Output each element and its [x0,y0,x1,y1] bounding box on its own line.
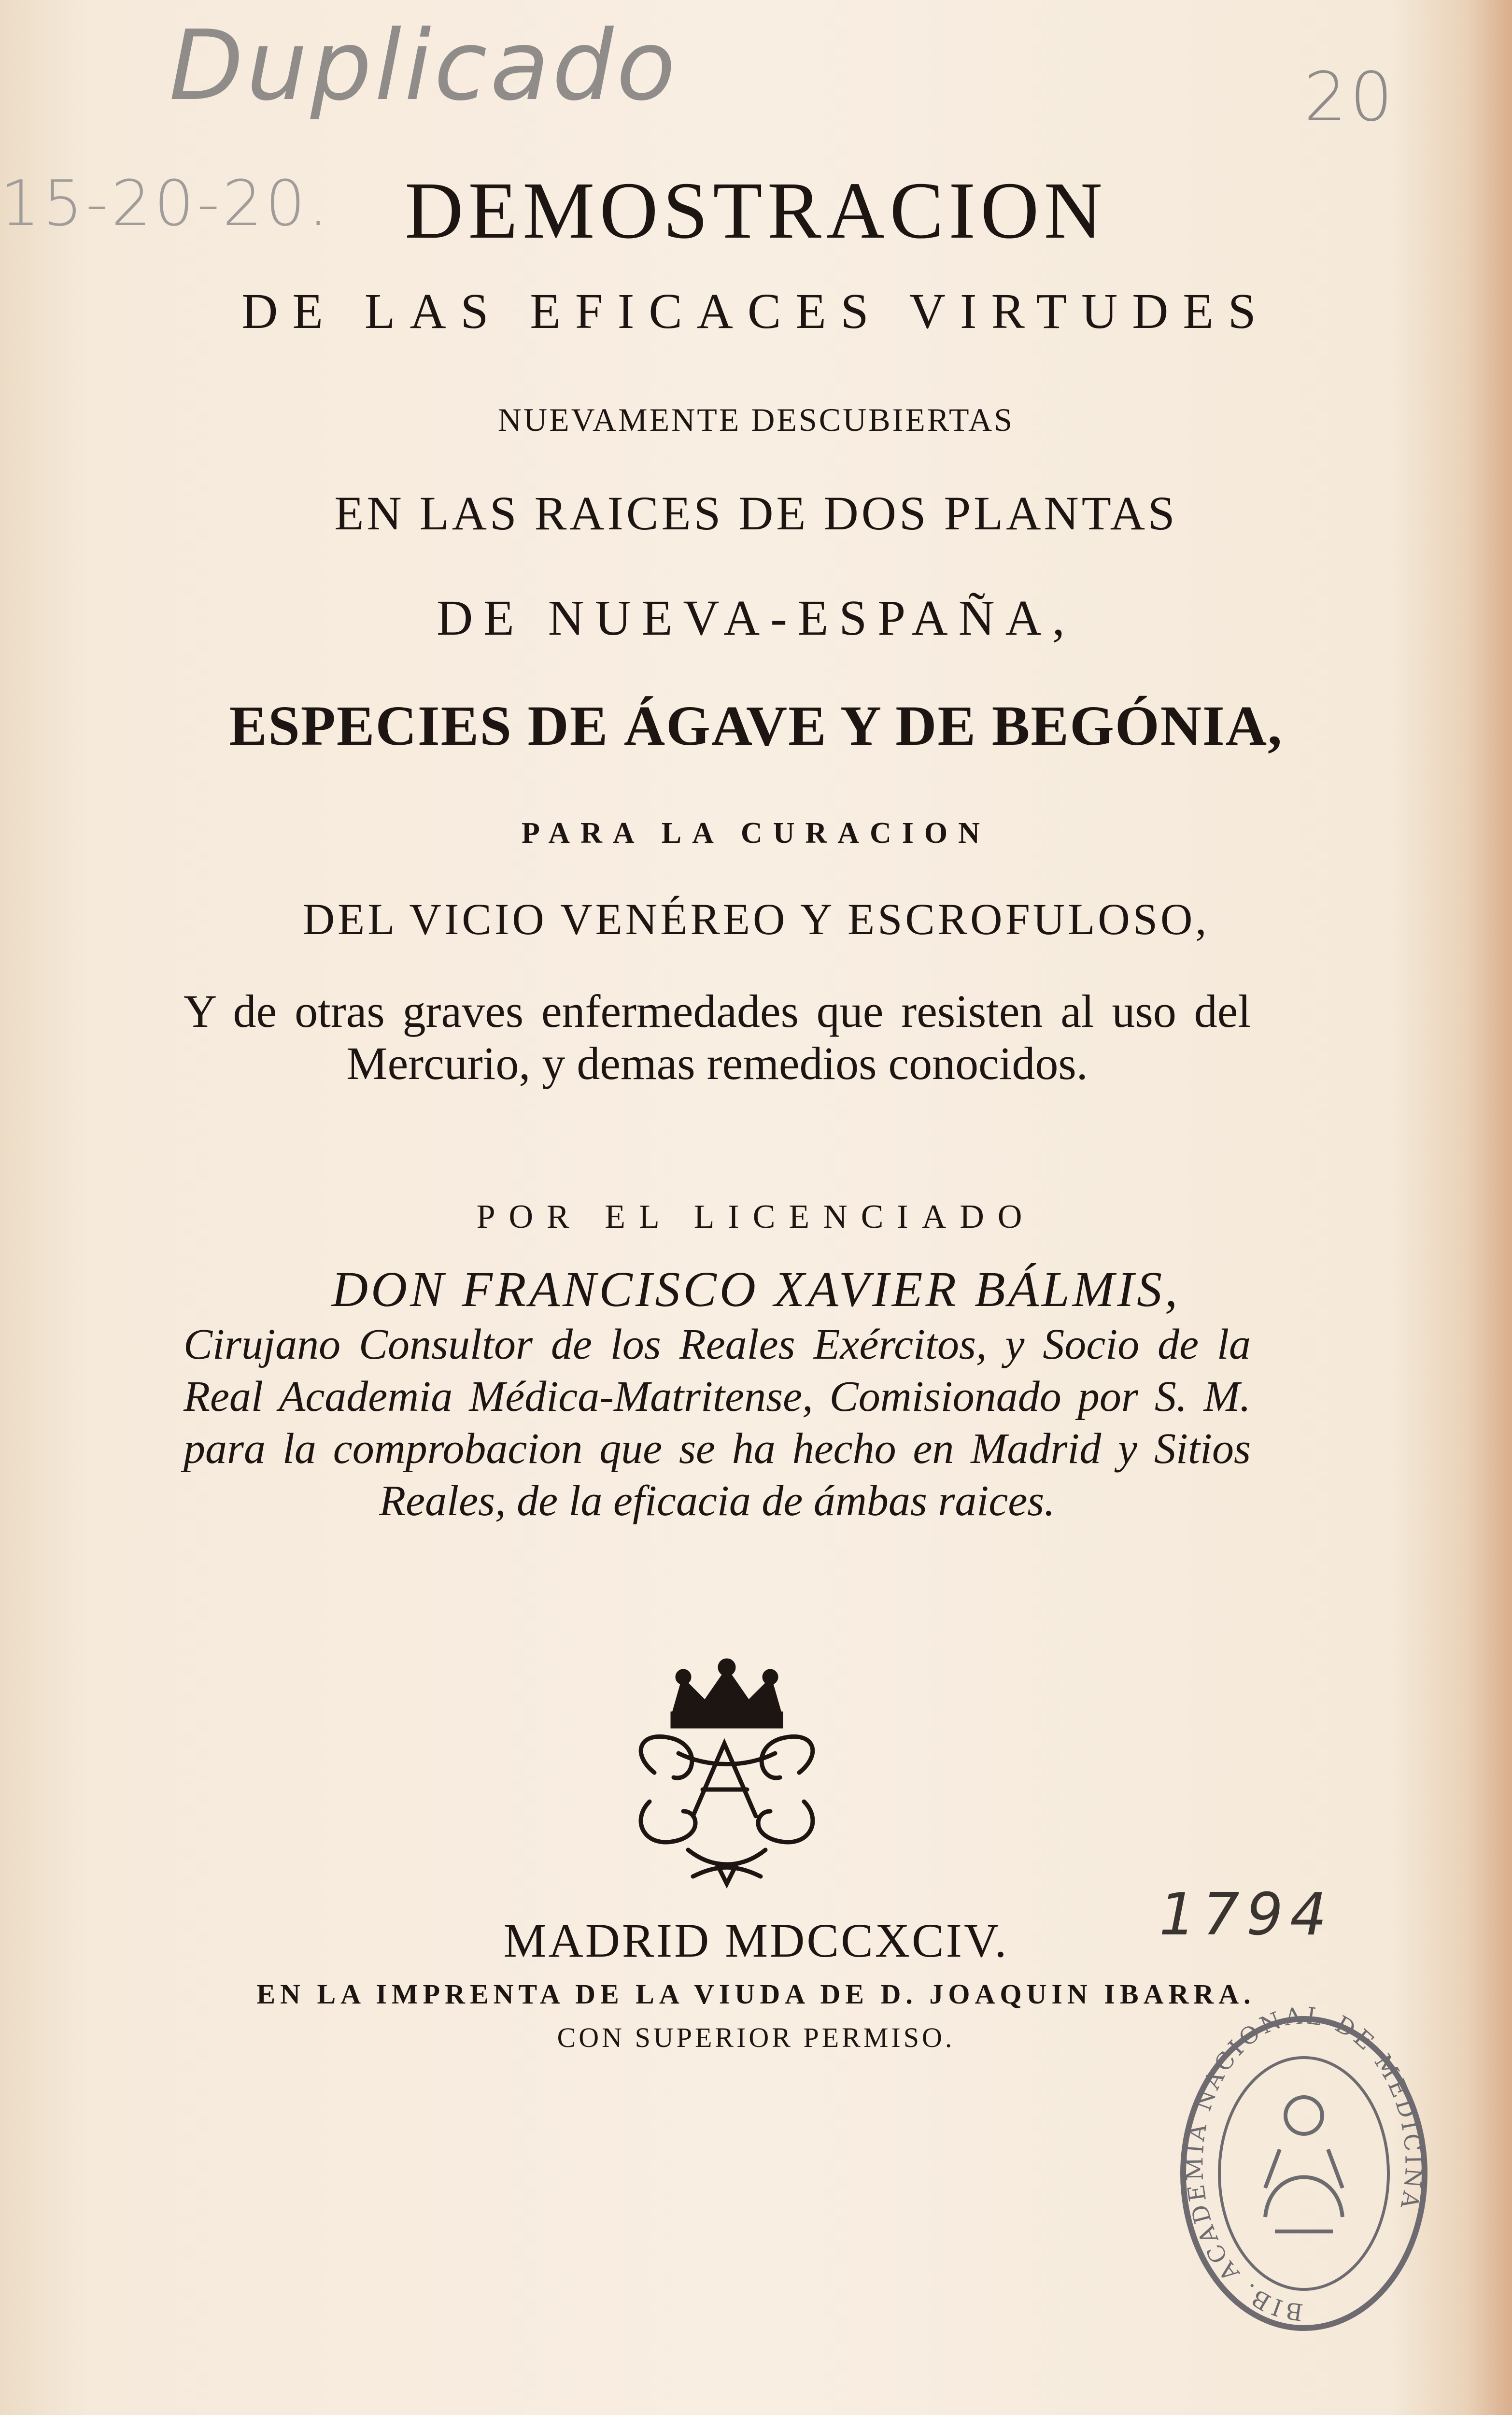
title-paragraph: Y de otras graves enfermedades que resisten al uso del Mercurio, y demas remedios conocidos. [184,985,1251,1089]
title-main: DEMOSTRACION [405,166,1107,256]
imprint-printer: EN LA IMPRENTA DE LA VIUDA DE D. JOAQUIN IBARRA. [256,1978,1256,2010]
imprint-permission: CON SUPERIOR PERMISO. [557,2022,955,2053]
title-line-virtudes: DE LAS EFICACES VIRTUDES [241,284,1271,339]
title-line-curacion: PARA LA CURACION [522,817,990,850]
title-line-raices: EN LAS RAICES DE DOS PLANTAS [334,486,1178,540]
crowned-monogram-ornament [621,1657,833,1889]
handwritten-shelf-code: 15-20-20. [0,167,331,240]
author-credits: Cirujano Consultor de los Reales Exércitos, y Socio de la Real Academia Médica-Matritense, Comisionado por S. M. para la comprobacion que se ha hecho en Madrid y Sitios Reales, de la eficacia de ámbas raices. [184,1321,1251,1525]
stamp-text: BIB. ACADEMIA NACIONAL DE MEDICINA [1181,2004,1427,2326]
title-line-vicio: DEL VICIO VENÉREO Y ESCROFULOSO, [302,895,1210,944]
library-stamp [1169,2004,1439,2343]
handwritten-year: 1794 [1159,1881,1334,1948]
author-intro: POR EL LICENCIADO [476,1198,1036,1236]
handwritten-duplicado: Duplicado [169,10,678,122]
title-line-especies: ESPECIES DE ÁGAVE Y DE BEGÓNIA, [229,694,1283,757]
author-name: DON FRANCISCO XAVIER BÁLMIS, [331,1262,1181,1317]
imprint-place-year: MADRID MDCCXCIV. [503,1914,1009,1967]
handwritten-folio-number: 20 [1304,58,1396,137]
title-line-nueva-espana: DE NUEVA-ESPAÑA, [437,590,1075,646]
title-line-descubiertas: NUEVAMENTE DESCUBIERTAS [497,401,1015,438]
